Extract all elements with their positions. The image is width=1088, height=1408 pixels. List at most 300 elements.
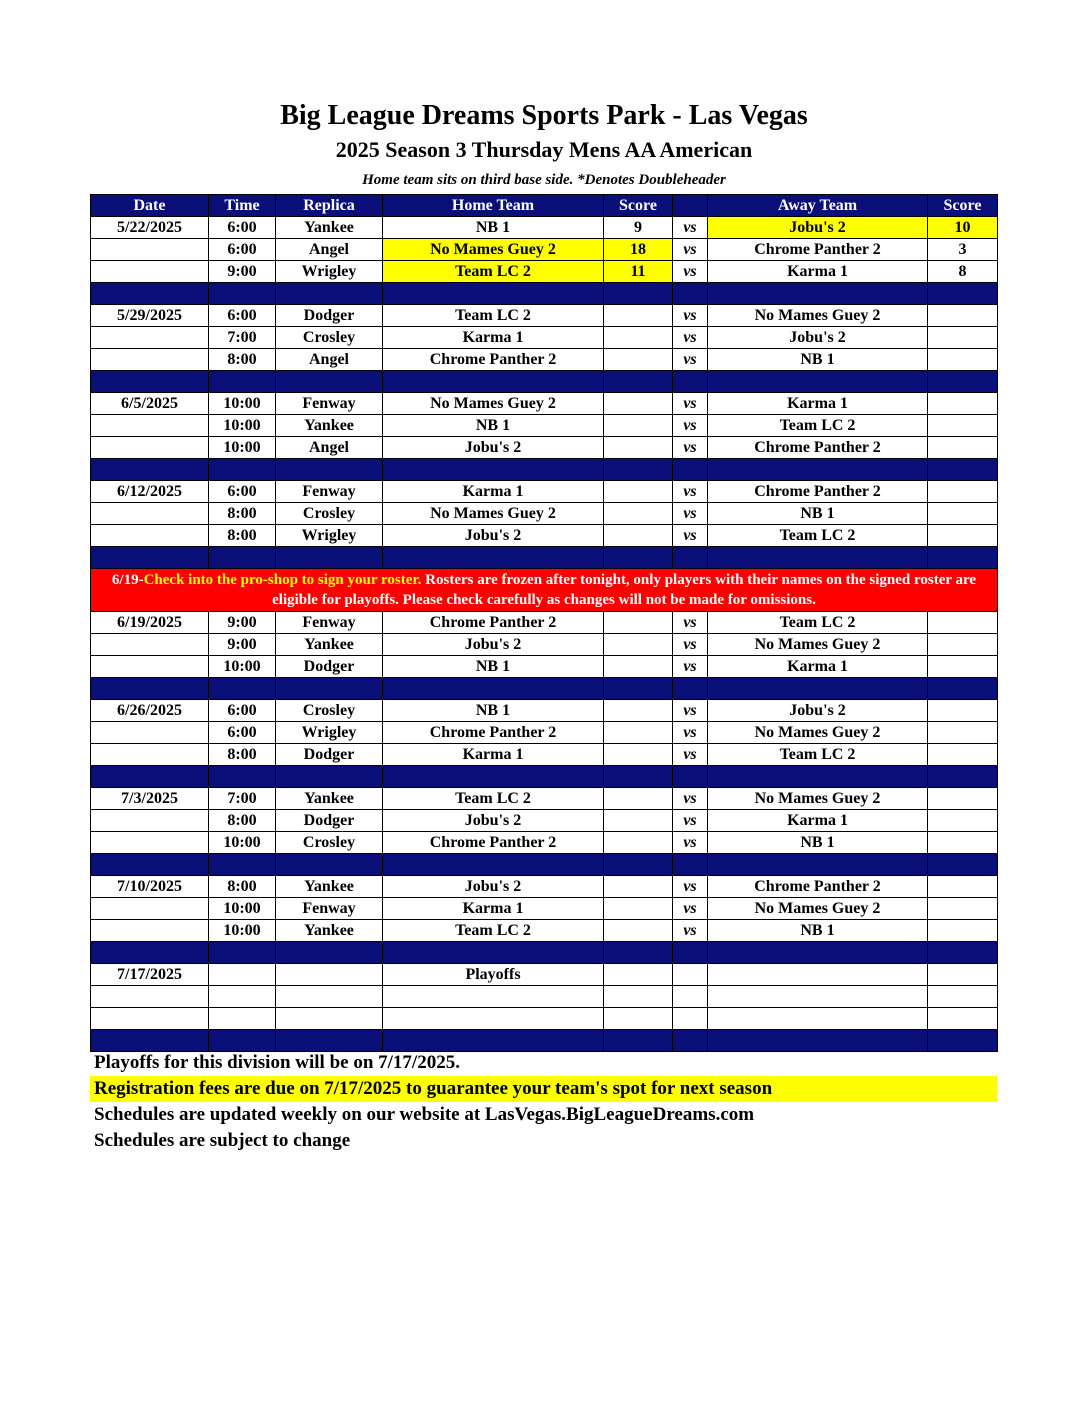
cell-away-team: NB 1 <box>708 832 928 854</box>
cell-away-score <box>928 305 998 327</box>
cell-home-score: 9 <box>604 217 673 239</box>
cell-away-score <box>928 810 998 832</box>
game-row <box>91 239 998 261</box>
separator-cell <box>708 854 928 876</box>
cell-replica: Crosley <box>276 832 383 854</box>
cell-time: 6:00 <box>209 722 276 744</box>
cell-replica: Crosley <box>276 700 383 722</box>
cell-date <box>91 327 209 349</box>
game-row <box>91 327 998 349</box>
cell-time: 8:00 <box>209 349 276 371</box>
cell-vs: vs <box>673 898 708 920</box>
cell-home-score <box>604 656 673 678</box>
cell-away-score <box>928 437 998 459</box>
separator-cell <box>708 283 928 305</box>
cell-away-score: 3 <box>928 239 998 261</box>
separator-cell <box>276 942 383 964</box>
cell-vs: vs <box>673 656 708 678</box>
cell-away-team <box>708 986 928 1008</box>
cell-vs: vs <box>673 481 708 503</box>
cell-replica: Yankee <box>276 415 383 437</box>
cell-date: 6/5/2025 <box>91 393 209 415</box>
cell-home-team: Jobu's 2 <box>383 876 604 898</box>
cell-vs: vs <box>673 744 708 766</box>
cell-replica: Dodger <box>276 656 383 678</box>
cell-home-team: Chrome Panther 2 <box>383 832 604 854</box>
separator-cell <box>276 371 383 393</box>
cell-time: 10:00 <box>209 832 276 854</box>
cell-home-score <box>604 437 673 459</box>
footer-website: Schedules are updated weekly on our website at LasVegas.BigLeagueDreams.com <box>94 1104 755 1125</box>
cell-home-team: Team LC 2 <box>383 920 604 942</box>
cell-date: 6/26/2025 <box>91 700 209 722</box>
game-row <box>91 217 998 239</box>
separator-cell <box>673 766 708 788</box>
cell-time <box>209 986 276 1008</box>
separator-cell <box>708 459 928 481</box>
notice-text: Rosters are frozen after tonight, only players with their names on the signed roster are eligible for playoffs. Please check carefully as changes will not be made for omissions. <box>272 572 977 608</box>
separator-row <box>91 459 998 481</box>
separator-cell <box>91 459 209 481</box>
cell-home-score <box>604 1008 673 1030</box>
cell-time: 7:00 <box>209 788 276 810</box>
cell-date: 7/17/2025 <box>91 964 209 986</box>
separator-cell <box>673 942 708 964</box>
cell-away-score: 10 <box>928 217 998 239</box>
separator-cell <box>91 854 209 876</box>
cell-away-score <box>928 525 998 547</box>
cell-date <box>91 349 209 371</box>
game-row <box>91 810 998 832</box>
cell-home-score <box>604 612 673 634</box>
separator-cell <box>708 942 928 964</box>
cell-replica: Fenway <box>276 393 383 415</box>
game-row <box>91 964 998 986</box>
cell-home-team: Chrome Panther 2 <box>383 722 604 744</box>
separator-cell <box>604 283 673 305</box>
cell-away-score <box>928 656 998 678</box>
col-vs <box>673 195 708 217</box>
cell-home-team: NB 1 <box>383 700 604 722</box>
cell-date <box>91 525 209 547</box>
separator-cell <box>604 854 673 876</box>
game-row <box>91 437 998 459</box>
cell-away-score <box>928 393 998 415</box>
cell-home-team: Chrome Panther 2 <box>383 349 604 371</box>
cell-away-team: No Mames Guey 2 <box>708 898 928 920</box>
cell-time: 10:00 <box>209 898 276 920</box>
separator-cell <box>928 1030 998 1052</box>
separator-cell <box>604 942 673 964</box>
cell-home-team: Team LC 2 <box>383 261 604 283</box>
separator-cell <box>928 942 998 964</box>
separator-cell <box>673 459 708 481</box>
cell-vs: vs <box>673 700 708 722</box>
cell-replica: Crosley <box>276 327 383 349</box>
cell-away-team: Team LC 2 <box>708 744 928 766</box>
separator-cell <box>673 854 708 876</box>
cell-time: 9:00 <box>209 261 276 283</box>
cell-away-team: NB 1 <box>708 349 928 371</box>
separator-cell <box>928 459 998 481</box>
notice-highlight: Check into the pro-shop to sign your roster. <box>143 572 422 588</box>
cell-away-score <box>928 612 998 634</box>
cell-home-team: No Mames Guey 2 <box>383 239 604 261</box>
separator-cell <box>276 283 383 305</box>
cell-vs: vs <box>673 349 708 371</box>
cell-time: 8:00 <box>209 503 276 525</box>
cell-home-team: Jobu's 2 <box>383 525 604 547</box>
cell-home-score <box>604 525 673 547</box>
cell-date <box>91 810 209 832</box>
cell-away-team: No Mames Guey 2 <box>708 788 928 810</box>
cell-time <box>209 1008 276 1030</box>
separator-cell <box>383 1030 604 1052</box>
col-replica: Replica <box>276 195 383 217</box>
separator-cell <box>276 547 383 569</box>
cell-replica: Angel <box>276 349 383 371</box>
cell-home-team: No Mames Guey 2 <box>383 503 604 525</box>
cell-away-team: NB 1 <box>708 920 928 942</box>
cell-home-score <box>604 634 673 656</box>
cell-time: 6:00 <box>209 239 276 261</box>
cell-date: 7/3/2025 <box>91 788 209 810</box>
cell-vs: vs <box>673 634 708 656</box>
cell-away-team: No Mames Guey 2 <box>708 305 928 327</box>
separator-cell <box>209 283 276 305</box>
separator-cell <box>604 1030 673 1052</box>
cell-time: 8:00 <box>209 810 276 832</box>
cell-away-score <box>928 415 998 437</box>
cell-time <box>209 964 276 986</box>
cell-time: 8:00 <box>209 744 276 766</box>
separator-cell <box>276 1030 383 1052</box>
home-team-note: Home team sits on third base side. *Denotes Doubleheader <box>362 172 726 188</box>
cell-away-score <box>928 876 998 898</box>
game-row <box>91 415 998 437</box>
cell-home-score <box>604 744 673 766</box>
col-home-team: Home Team <box>383 195 604 217</box>
cell-vs: vs <box>673 832 708 854</box>
separator-cell <box>383 283 604 305</box>
separator-cell <box>708 547 928 569</box>
cell-home-team: Karma 1 <box>383 898 604 920</box>
cell-vs: vs <box>673 525 708 547</box>
separator-cell <box>383 766 604 788</box>
cell-time: 10:00 <box>209 415 276 437</box>
separator-cell <box>383 854 604 876</box>
cell-away-team: Team LC 2 <box>708 612 928 634</box>
footer-playoffs: Playoffs for this division will be on 7/17/2025. <box>94 1052 460 1073</box>
cell-replica: Yankee <box>276 217 383 239</box>
game-row <box>91 656 998 678</box>
cell-vs: vs <box>673 415 708 437</box>
separator-cell <box>209 854 276 876</box>
cell-replica <box>276 986 383 1008</box>
cell-date <box>91 261 209 283</box>
cell-home-team: Team LC 2 <box>383 788 604 810</box>
cell-date <box>91 503 209 525</box>
col-away-score: Score <box>928 195 998 217</box>
cell-home-score: 18 <box>604 239 673 261</box>
cell-vs: vs <box>673 261 708 283</box>
cell-home-team: NB 1 <box>383 217 604 239</box>
cell-home-score <box>604 964 673 986</box>
cell-home-score <box>604 898 673 920</box>
cell-date: 5/22/2025 <box>91 217 209 239</box>
cell-vs: vs <box>673 305 708 327</box>
game-row <box>91 722 998 744</box>
game-row <box>91 393 998 415</box>
game-row <box>91 986 998 1008</box>
game-row <box>91 525 998 547</box>
cell-away-team: Chrome Panther 2 <box>708 481 928 503</box>
cell-replica: Fenway <box>276 612 383 634</box>
cell-away-team: Karma 1 <box>708 393 928 415</box>
cell-replica: Yankee <box>276 920 383 942</box>
cell-home-score: 11 <box>604 261 673 283</box>
cell-time: 6:00 <box>209 481 276 503</box>
cell-date <box>91 898 209 920</box>
cell-replica: Angel <box>276 239 383 261</box>
cell-away-team: Karma 1 <box>708 261 928 283</box>
separator-cell <box>209 678 276 700</box>
cell-date <box>91 656 209 678</box>
cell-vs <box>673 964 708 986</box>
cell-replica: Dodger <box>276 810 383 832</box>
cell-vs: vs <box>673 217 708 239</box>
separator-cell <box>383 678 604 700</box>
cell-date <box>91 920 209 942</box>
game-row <box>91 898 998 920</box>
cell-home-score <box>604 700 673 722</box>
cell-vs: vs <box>673 393 708 415</box>
col-date: Date <box>91 195 209 217</box>
game-row <box>91 1008 998 1030</box>
cell-home-team <box>383 986 604 1008</box>
cell-away-score <box>928 920 998 942</box>
cell-vs: vs <box>673 876 708 898</box>
cell-home-team: Karma 1 <box>383 744 604 766</box>
cell-time: 10:00 <box>209 393 276 415</box>
cell-away-team: Chrome Panther 2 <box>708 239 928 261</box>
separator-cell <box>928 766 998 788</box>
cell-away-team <box>708 964 928 986</box>
cell-replica: Yankee <box>276 876 383 898</box>
separator-cell <box>383 459 604 481</box>
separator-cell <box>91 1030 209 1052</box>
cell-vs <box>673 986 708 1008</box>
separator-cell <box>276 854 383 876</box>
separator-cell <box>209 942 276 964</box>
cell-vs: vs <box>673 239 708 261</box>
roster-notice-row <box>91 569 998 612</box>
game-row <box>91 832 998 854</box>
cell-time: 8:00 <box>209 525 276 547</box>
cell-away-team: Karma 1 <box>708 810 928 832</box>
col-away-team: Away Team <box>708 195 928 217</box>
cell-replica <box>276 1008 383 1030</box>
separator-cell <box>91 766 209 788</box>
cell-home-score <box>604 327 673 349</box>
cell-away-score <box>928 481 998 503</box>
separator-cell <box>383 547 604 569</box>
separator-cell <box>383 371 604 393</box>
cell-away-team: Team LC 2 <box>708 415 928 437</box>
separator-cell <box>928 678 998 700</box>
cell-home-score <box>604 393 673 415</box>
separator-cell <box>604 678 673 700</box>
cell-vs: vs <box>673 437 708 459</box>
cell-vs: vs <box>673 503 708 525</box>
cell-home-team <box>383 1008 604 1030</box>
cell-replica: Wrigley <box>276 261 383 283</box>
cell-time: 10:00 <box>209 920 276 942</box>
cell-home-score <box>604 349 673 371</box>
separator-row <box>91 547 998 569</box>
separator-cell <box>209 459 276 481</box>
separator-cell <box>708 766 928 788</box>
footer-subject-to-change: Schedules are subject to change <box>94 1130 351 1151</box>
cell-home-score <box>604 986 673 1008</box>
game-row <box>91 744 998 766</box>
cell-away-score <box>928 327 998 349</box>
game-row <box>91 700 998 722</box>
separator-row <box>91 766 998 788</box>
cell-replica: Dodger <box>276 305 383 327</box>
separator-row <box>91 1030 998 1052</box>
cell-away-score <box>928 700 998 722</box>
cell-date <box>91 744 209 766</box>
cell-replica: Yankee <box>276 788 383 810</box>
roster-notice <box>91 569 998 612</box>
cell-away-team: Jobu's 2 <box>708 217 928 239</box>
game-row <box>91 634 998 656</box>
cell-away-score <box>928 634 998 656</box>
separator-cell <box>604 371 673 393</box>
header-row <box>91 195 998 217</box>
cell-home-score <box>604 481 673 503</box>
cell-away-team: NB 1 <box>708 503 928 525</box>
cell-away-team: Chrome Panther 2 <box>708 876 928 898</box>
cell-home-score <box>604 503 673 525</box>
cell-replica <box>276 964 383 986</box>
cell-time: 10:00 <box>209 656 276 678</box>
cell-time: 6:00 <box>209 217 276 239</box>
page-title: Big League Dreams Sports Park - Las Vegas <box>280 100 808 131</box>
separator-cell <box>209 547 276 569</box>
cell-away-score <box>928 349 998 371</box>
cell-away-score <box>928 722 998 744</box>
game-row <box>91 920 998 942</box>
cell-away-score: 8 <box>928 261 998 283</box>
separator-cell <box>928 547 998 569</box>
cell-date <box>91 1008 209 1030</box>
cell-time: 8:00 <box>209 876 276 898</box>
cell-replica: Crosley <box>276 503 383 525</box>
cell-home-team: NB 1 <box>383 656 604 678</box>
cell-away-score <box>928 986 998 1008</box>
separator-cell <box>91 547 209 569</box>
cell-home-team: Jobu's 2 <box>383 810 604 832</box>
cell-home-team: Jobu's 2 <box>383 437 604 459</box>
cell-date: 6/12/2025 <box>91 481 209 503</box>
cell-replica: Fenway <box>276 481 383 503</box>
cell-vs: vs <box>673 810 708 832</box>
cell-replica: Fenway <box>276 898 383 920</box>
separator-row <box>91 678 998 700</box>
game-row <box>91 261 998 283</box>
cell-vs: vs <box>673 612 708 634</box>
separator-cell <box>383 942 604 964</box>
separator-cell <box>604 766 673 788</box>
cell-date: 7/10/2025 <box>91 876 209 898</box>
cell-away-score <box>928 964 998 986</box>
game-row <box>91 612 998 634</box>
game-row <box>91 876 998 898</box>
separator-cell <box>276 766 383 788</box>
cell-home-team: Karma 1 <box>383 481 604 503</box>
separator-cell <box>91 678 209 700</box>
separator-cell <box>673 547 708 569</box>
cell-time: 9:00 <box>209 612 276 634</box>
cell-away-score <box>928 898 998 920</box>
separator-cell <box>673 678 708 700</box>
cell-away-team: Karma 1 <box>708 656 928 678</box>
separator-row <box>91 942 998 964</box>
cell-vs <box>673 1008 708 1030</box>
separator-cell <box>91 942 209 964</box>
separator-cell <box>604 459 673 481</box>
cell-time: 7:00 <box>209 327 276 349</box>
separator-cell <box>604 547 673 569</box>
cell-date <box>91 239 209 261</box>
separator-cell <box>209 371 276 393</box>
cell-date <box>91 986 209 1008</box>
cell-replica: Yankee <box>276 634 383 656</box>
cell-date <box>91 634 209 656</box>
cell-home-score <box>604 305 673 327</box>
cell-away-team: Team LC 2 <box>708 525 928 547</box>
separator-cell <box>91 283 209 305</box>
separator-cell <box>276 678 383 700</box>
separator-row <box>91 854 998 876</box>
cell-time: 10:00 <box>209 437 276 459</box>
cell-away-team: Jobu's 2 <box>708 327 928 349</box>
game-row <box>91 481 998 503</box>
cell-time: 6:00 <box>209 700 276 722</box>
cell-home-score <box>604 920 673 942</box>
cell-time: 6:00 <box>209 305 276 327</box>
page-subtitle: 2025 Season 3 Thursday Mens AA American <box>335 137 753 162</box>
schedule-table <box>90 194 998 1052</box>
cell-home-score <box>604 788 673 810</box>
cell-vs: vs <box>673 327 708 349</box>
footer-registration: Registration fees are due on 7/17/2025 to guarantee your team's spot for next season <box>90 1076 997 1102</box>
game-row <box>91 503 998 525</box>
schedule-body <box>91 217 998 1052</box>
cell-replica: Dodger <box>276 744 383 766</box>
separator-row <box>91 283 998 305</box>
cell-replica: Angel <box>276 437 383 459</box>
cell-away-score <box>928 503 998 525</box>
separator-cell <box>928 854 998 876</box>
cell-date <box>91 832 209 854</box>
separator-cell <box>708 371 928 393</box>
separator-cell <box>928 283 998 305</box>
separator-cell <box>708 678 928 700</box>
cell-home-team: No Mames Guey 2 <box>383 393 604 415</box>
